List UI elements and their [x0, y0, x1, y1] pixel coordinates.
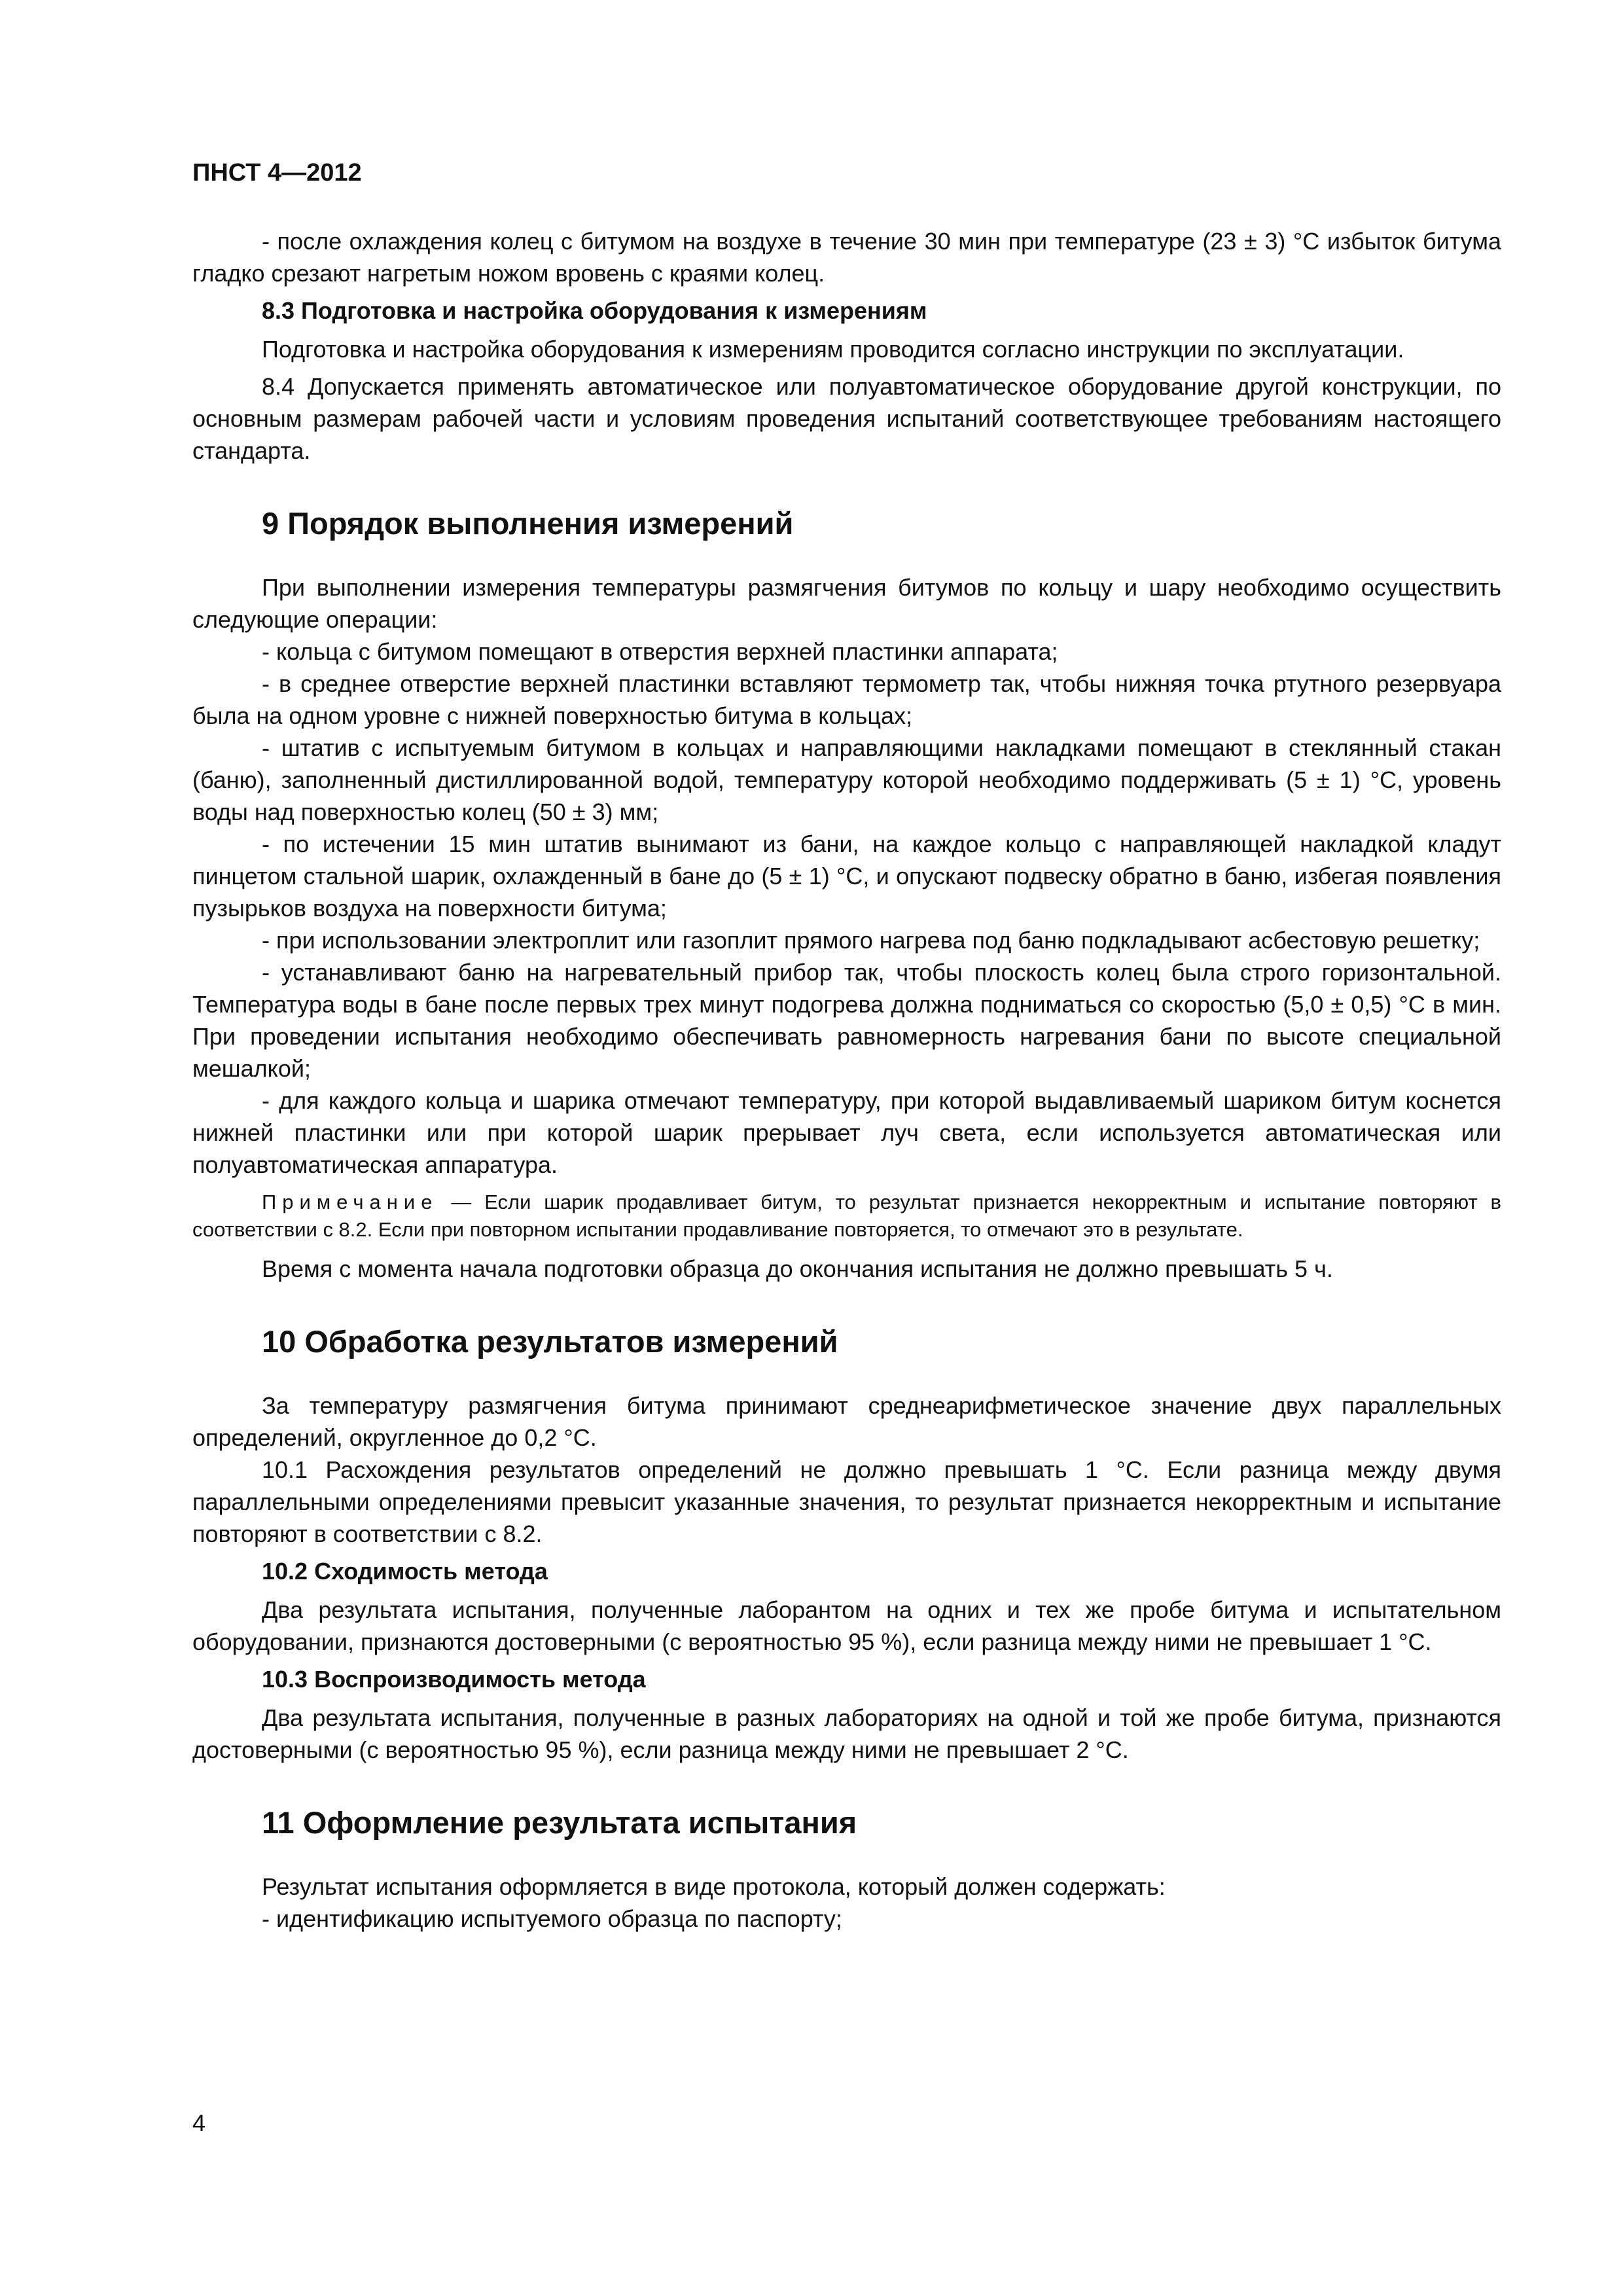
section-8-4-text: 8.4 Допускается применять автоматическое или полуавтоматическое оборудование другой конструкции, по основным размерам рабочей части и условиям проведения испытаний соответствующее требованиям настоящего стандарта. [192, 373, 1501, 464]
section-10-1-text: 10.1 Расхождения результатов определений не должно превышать 1 °С. Если разница между двумя параллельными определениями превысит указанные значения, то результат признается некорректным и испытание повторяют в соответствии с 8.2. [192, 1456, 1501, 1547]
section-10-2-title: 10.2 Сходимость метода [262, 1558, 548, 1585]
list-item: - штатив с испытуемым битумом в кольцах и направляющими накладками помещают в стеклянный стакан (баню), заполненный дистиллированной водой, температуру которой необходимо поддерживать (5 ± 1) °С, уровень воды над поверхностью колец (50 ± 3) мм; [192, 734, 1501, 825]
list-item: - идентификацию испытуемого образца по паспорту; [262, 1905, 842, 1932]
note-paragraph [192, 1189, 1501, 1244]
list-item: - кольца с битумом помещают в отверстия верхней пластинки аппарата; [262, 638, 1058, 665]
section-10-2-text: Два результата испытания, полученные лаборантом на одних и тех же пробе битума и испытательном оборудовании, признаются достоверными (с вероятностью 95 %), если разница между ними не превышает 1 °С. [192, 1596, 1501, 1655]
section-9-time-limit: Время с момента начала подготовки образца до окончания испытания не должно превышать 5 ч. [262, 1255, 1333, 1282]
note-label: Примечание [262, 1191, 438, 1213]
list-item: - по истечении 15 мин штатив вынимают из бани, на каждое кольцо с направляющей накладкой кладут пинцетом стальной шарик, охлажденный в бане до (5 ± 1) °С, и опускают подвеску обратно в баню, избегая появления пузырьков воздуха на поверхности битума; [192, 831, 1501, 922]
note-text: — Если шарик продавливает битум, то результат признается некорректным и испытание повторяют в соответствии с 8.2. Если при повторном испытании продавливание повторяется, то отмечают это в результате. [192, 1191, 1501, 1241]
section-8-3-title: 8.3 Подготовка и настройка оборудования к измерениям [262, 297, 927, 324]
page-number: 4 [192, 2109, 206, 2136]
paragraph-cooling: - после охлаждения колец с битумом на воздухе в течение 30 мин при температуре (23 ± 3) °С избыток битума гладко срезают нагретым ножом вровень с краями колец. [192, 228, 1501, 287]
section-10-intro: За температуру размягчения битума принимают среднеарифметическое значение двух параллельных определений, округленное до 0,2 °С. [192, 1392, 1501, 1451]
list-item: - в среднее отверстие верхней пластинки вставляют термометр так, чтобы нижняя точка ртутного резервуара была на одном уровне с нижней поверхностью битума в кольцах; [192, 670, 1501, 729]
section-11-intro: Результат испытания оформляется в виде протокола, который должен содержать: [262, 1873, 1166, 1900]
section-10-3-title: 10.3 Воспроизводимость метода [262, 1666, 646, 1693]
document-code-header: ПНСТ 4—2012 [192, 159, 362, 187]
document-page [192, 157, 1501, 1935]
section-10-3-text: Два результата испытания, полученные в разных лабораториях на одной и той же пробе битума, признаются достоверными (с вероятностью 95 %), если разница между ними не превышает 2 °С. [192, 1704, 1501, 1763]
list-item: - устанавливают баню на нагревательный прибор так, чтобы плоскость колец была строго горизонтальной. Температура воды в бане после первых трех минут подогрева должна подниматься со скоростью (5,0 ± 0,5) °С в мин. При проведении испытания необходимо обеспечивать равномерность нагревания бани по высоте специальной мешалкой; [192, 959, 1501, 1082]
section-10-heading: 10 Обработка результатов измерений [262, 1324, 838, 1359]
section-8-3-text: Подготовка и настройка оборудования к измерениям проводится согласно инструкции по эксплуатации. [262, 336, 1404, 363]
section-11-heading: 11 Оформление результата испытания [262, 1805, 857, 1840]
section-9-intro: При выполнении измерения температуры размягчения битумов по кольцу и шару необходимо осуществить следующие операции: [192, 574, 1501, 633]
list-item: - при использовании электроплит или газоплит прямого нагрева под баню подкладывают асбестовую решетку; [262, 927, 1480, 954]
list-item: - для каждого кольца и шарика отмечают температуру, при которой выдавливаемый шариком битум коснется нижней пластинки или при которой шарик прерывает луч света, если используется автоматическая или полуавтоматическая аппаратура. [192, 1087, 1501, 1178]
section-9-heading: 9 Порядок выполнения измерений [262, 506, 794, 541]
